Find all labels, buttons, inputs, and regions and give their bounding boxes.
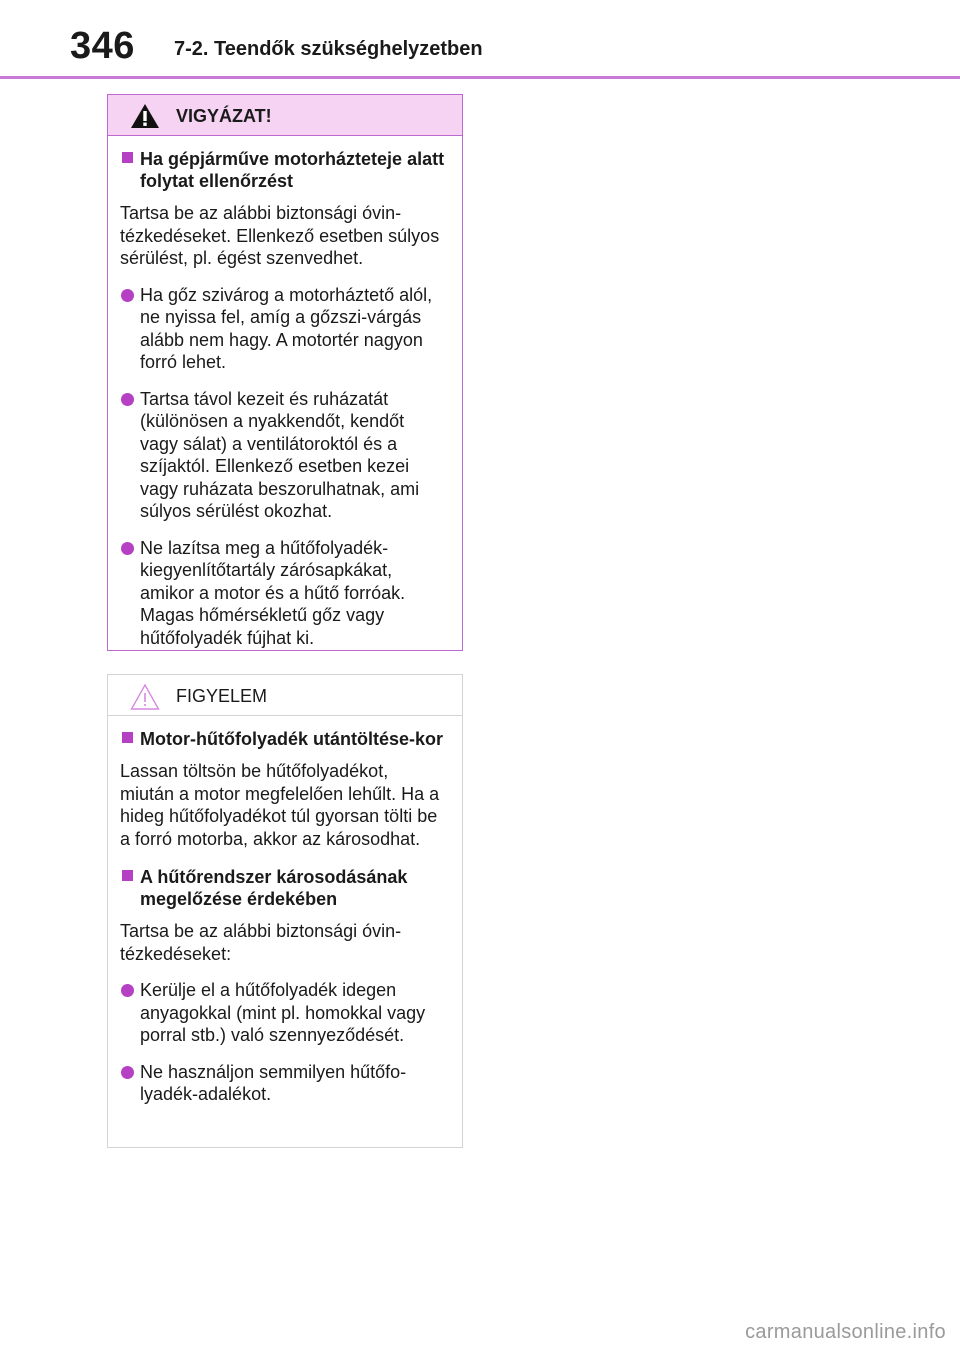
warning-bullet: Ne lazítsa meg a hűtőfolyadék-kiegyenlítőtartály zárósapkákat, amikor a motor és a hűtő forróak. Magas hőmérsékletű gőz vagy hűtőfolyadék fújhat ki. bbox=[120, 537, 446, 650]
notice-box bbox=[107, 674, 463, 1148]
warning-triangle-icon bbox=[130, 103, 160, 129]
header-divider bbox=[0, 76, 960, 79]
page-number: 346 bbox=[70, 25, 135, 67]
warning-box-header bbox=[108, 95, 462, 136]
notice-heading-prevention: A hűtőrendszer károsodásának megelőzése érdekében bbox=[120, 866, 446, 910]
notice-box-header bbox=[108, 675, 462, 716]
notice-paragraph-prevention: Tartsa be az alábbi biztonsági óvin-tézkedéseket: bbox=[120, 921, 402, 964]
warning-bullet: Ha gőz szivárog a motorháztető alól, ne nyissa fel, amíg a gőzszi-várgás alább nem hagy. A motortér nagyon forró lehet. bbox=[120, 284, 446, 374]
warning-box bbox=[107, 94, 463, 651]
notice-box-title: FIGYELEM bbox=[176, 686, 268, 706]
section-title: 7-2. Teendők szükséghelyzetben bbox=[174, 38, 483, 60]
notice-heading-refill: Motor-hűtőfolyadék utántöltése-kor bbox=[120, 728, 446, 750]
warning-heading: Ha gépjárműve motorházteteje alatt folytat ellenőrzést bbox=[120, 148, 446, 192]
notice-bullet: Ne használjon semmilyen hűtőfo-lyadék-adalékot. bbox=[120, 1061, 446, 1106]
warning-bullet: Tartsa távol kezeit és ruházatát (különösen a nyakkendőt, kendőt vagy sálat) a ventilátoroktól és a szíjaktól. Ellenkező esetben kezei vagy ruházata beszorulhatnak, ami súlyos sérülést okozhat. bbox=[120, 388, 446, 523]
page-header bbox=[0, 0, 960, 80]
warning-box-title: VIGYÁZAT! bbox=[176, 106, 272, 126]
caution-triangle-icon bbox=[130, 683, 160, 711]
warning-intro: Tartsa be az alábbi biztonsági óvin-tézkedéseket. Ellenkező esetben súlyos sérülést, pl. égést szenvedhet. bbox=[120, 203, 440, 268]
notice-bullet: Kerülje el a hűtőfolyadék idegen anyagokkal (mint pl. homokkal vagy porral stb.) való szennyeződését. bbox=[120, 979, 446, 1047]
watermark: carmanualsonline.info bbox=[745, 1321, 946, 1343]
notice-paragraph-refill: Lassan töltsön be hűtőfolyadékot, miután a motor megfelelően lehűlt. Ha a hideg hűtőfolyadékot túl gyorsan tölti be a forró motorba, akkor az károsodhat. bbox=[120, 761, 440, 849]
